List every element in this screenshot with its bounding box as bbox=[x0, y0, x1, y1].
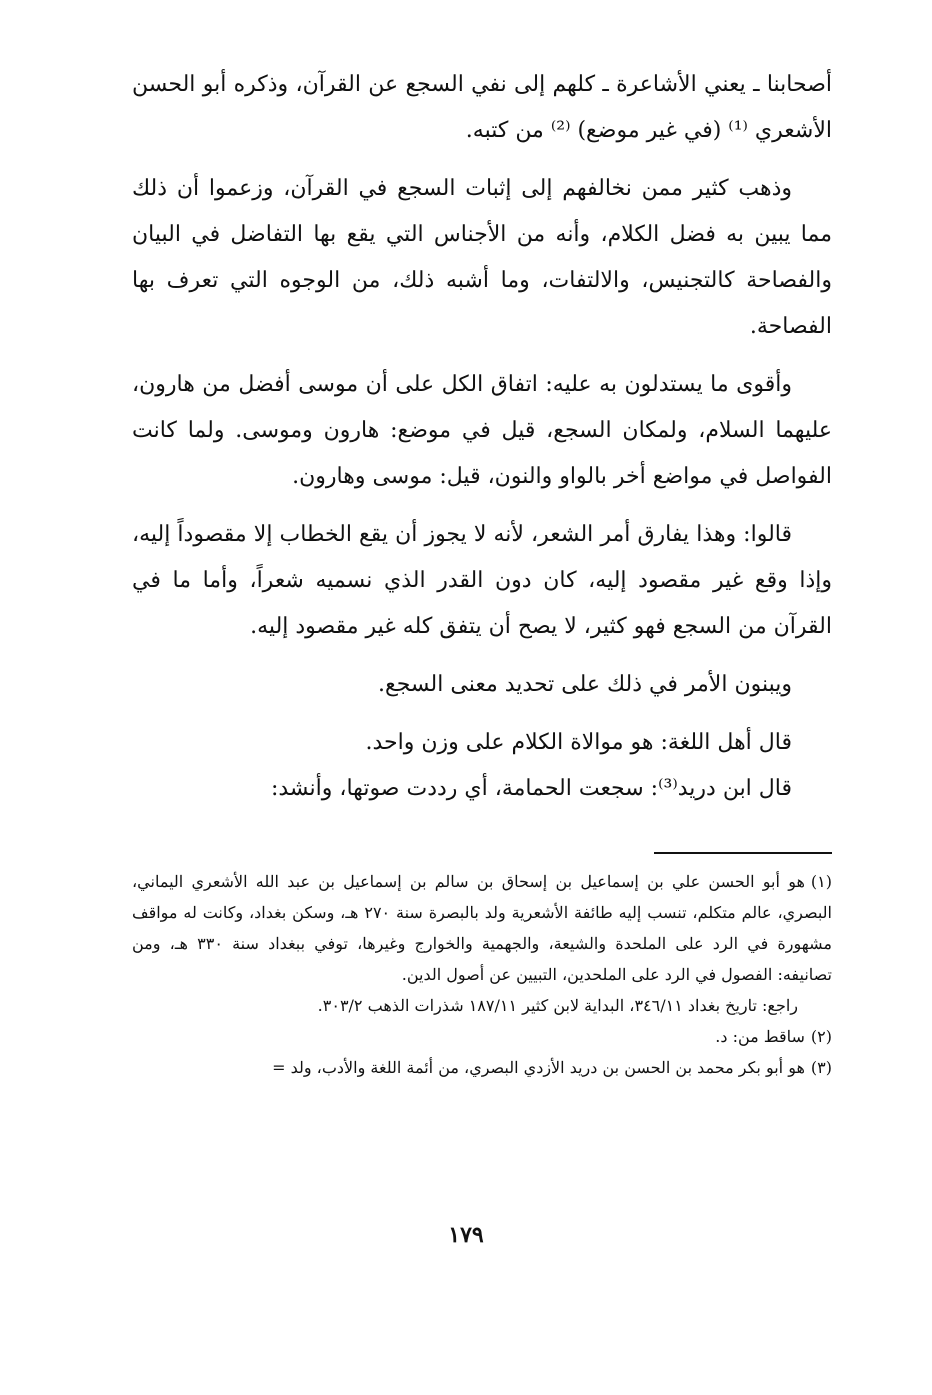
footnote-2-text: ساقط من: د. bbox=[715, 1027, 805, 1046]
paragraph-6: قال أهل اللغة: هو موالاة الكلام على وزن واحد. bbox=[365, 730, 792, 755]
footnote-separator bbox=[654, 852, 832, 854]
paragraph-3: وأقوى ما يستدلون به عليه: اتفاق الكل على أن موسى أفضل من هارون، عليهما السلام، ولمكان السجع، قيل في موضع: هارون وموسى. ولما كانت الفواصل في مواضع أخر بالواو والنون، قيل: موسى وهارون. bbox=[132, 372, 832, 489]
paragraph-5: ويبنون الأمر في ذلك على تحديد معنى السجع. bbox=[378, 672, 792, 697]
footnote-3-marker: (٣) bbox=[810, 1058, 832, 1077]
footnote-1 bbox=[132, 866, 832, 990]
paragraph-4: قالوا: وهذا يفارق أمر الشعر، لأنه لا يجوز أن يقع الخطاب إلا مقصوداً إليه، وإذا وقع غير مقصود إليه، كان دون القدر الذي نسميه شعراً، وأما ما في القرآن من السجع فهو كثير، لا يصح أن يتفق كله غير مقصود إليه. bbox=[132, 522, 832, 639]
footnote-2-marker: (٢) bbox=[810, 1027, 832, 1046]
footnotes bbox=[132, 866, 832, 1083]
footnote-3 bbox=[132, 1052, 832, 1083]
footnote-1-marker: (١) bbox=[810, 872, 832, 891]
footnote-2 bbox=[132, 1021, 832, 1052]
page-number: ١٧٩ bbox=[448, 1222, 484, 1248]
paragraph-2: وذهب كثير ممن نخالفهم إلى إثبات السجع في القرآن، وزعموا أن ذلك مما يبين به فضل الكلام، وأنه من الأجناس التي يقع بها التفاضل في البيان والفصاحة كالتجنيس، والالتفات، وما أشبه ذلك، من الوجوه التي تعرف بها الفصاحة. bbox=[132, 176, 832, 339]
main-text bbox=[132, 62, 832, 824]
footnote-1-references: راجع: تاريخ بغداد ٣٤٦/١١، البداية لابن كثير ١٨٧/١١ شذرات الذهب ٣٠٣/٢. bbox=[317, 996, 798, 1015]
footnote-1-text: هو أبو الحسن علي بن إسماعيل بن إسحاق بن سالم بن إسماعيل بن عبد الله الأشعري اليماني، البصري، عالم متكلم، تنسب إليه طائفة الأشعرية ولد بالبصرة سنة ٢٧٠ هـ، وسكن بغداد، وكانت له مواقف مشهورة في الرد على الملحدة والشيعة، والجهمية والخوارج وغيرها، توفي ببغداد سنة ٣٣٠ هـ، ومن تصانيفه: الفصول في الرد على الملحدين، التبيين عن أصول الدين. bbox=[132, 872, 833, 984]
paragraph-1: أصحابنا ـ يعني الأشاعرة ـ كلهم إلى نفي السجع عن القرآن، وذكره أبو الحسن الأشعري ⁽¹⁾ (في غير موضع) ⁽²⁾ من كتبه. bbox=[132, 72, 832, 143]
footnote-3-text: هو أبو بكر محمد بن الحسن بن دريد الأزدي البصري، من أئمة اللغة والأدب، ولد = bbox=[272, 1058, 805, 1077]
paragraph-7: قال ابن دريد⁽³⁾: سجعت الحمامة، أي رددت صوتها، وأنشد: bbox=[270, 776, 792, 801]
